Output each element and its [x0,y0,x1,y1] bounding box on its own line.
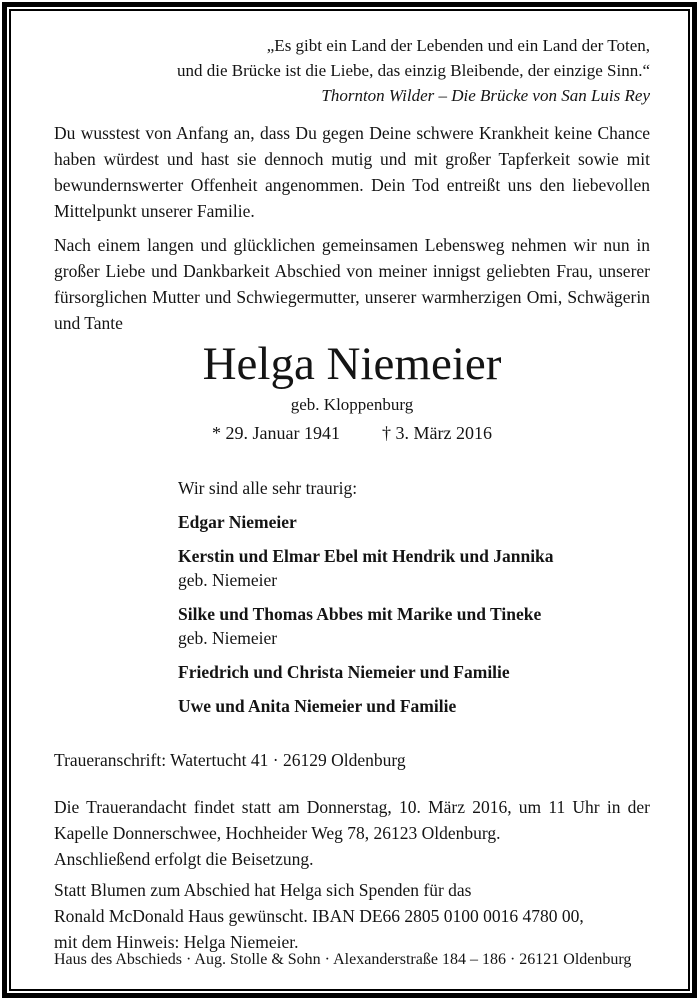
mourner-name: Edgar Niemeier [178,512,297,532]
mourner-entry [178,544,650,592]
mourner-name: Kerstin und Elmar Ebel mit Hendrik und Jannika [178,546,554,566]
obituary-content [11,11,688,989]
mourners-intro: Wir sind alle sehr traurig: [178,478,358,498]
donation-line: mit dem Hinweis: Helga Niemeier. [54,932,299,952]
mourner-entry [178,602,650,650]
condolence-address: Traueranschrift: Watertucht 41 · 26129 Oldenburg [54,750,406,770]
burial-note: Anschließend erfolgt die Beisetzung. [54,849,314,869]
death-date: † 3. März 2016 [382,423,492,443]
intro-paragraph: Nach einem langen und glücklichen gemeinsamen Lebensweg nehmen wir nun in großer Liebe und Dankbarkeit Abschied von meiner innigst geliebten Frau, unserer fürsorglichen Mutter und Schwiegermutter, unserer warmherzigen Omi, Schwägerin und Tante [54,235,650,333]
epigraph-attribution: Thornton Wilder – Die Brücke von San Luis Rey [321,86,650,105]
funeral-home-line: Haus des Abschieds · Aug. Stolle & Sohn · Alexanderstraße 184 – 186 · 26121 Oldenburg [54,951,632,968]
mourners-list [178,476,650,718]
intro-paragraph: Du wusstest von Anfang an, dass Du gegen Deine schwere Krankheit keine Chance haben würdest und hast sie dennoch mutig und mit großer Tapferkeit sowie mit bewundernswerter Offenheit angenommen. Dein Tod entreißt uns den liebevollen Mittelpunkt unserer Familie. [54,123,650,221]
outer-border-frame [2,2,697,998]
mourner-entry [178,510,650,534]
mourner-suffix: geb. Niemeier [178,570,278,590]
life-dates [54,422,650,444]
inner-border-frame [9,9,690,991]
deceased-maiden-name: geb. Kloppenburg [290,395,414,414]
service-info [54,794,650,872]
birth-date: * 29. Januar 1941 [212,423,340,443]
epigraph-line: „Es gibt ein Land der Lebenden und ein Land der Toten, [266,36,650,55]
epigraph-line: und die Brücke ist die Liebe, das einzig Bleibende, der einzige Sinn.“ [176,61,650,80]
deceased-name: Helga Niemeier [202,338,502,390]
donation-line: Statt Blumen zum Abschied hat Helga sich Spenden für das [54,880,472,900]
donation-line: Ronald McDonald Haus gewünscht. IBAN DE66 2805 0100 0016 4780 00, [54,906,584,926]
mourner-entry [178,694,650,718]
donation-request [54,877,650,955]
epigraph-quote [54,33,650,108]
mourner-name: Uwe und Anita Niemeier und Familie [178,696,457,716]
mourner-suffix: geb. Niemeier [178,628,278,648]
mourner-entry [178,660,650,684]
mourner-name: Friedrich und Christa Niemeier und Familie [178,662,510,682]
mourner-name: Silke und Thomas Abbes mit Marike und Tineke [178,604,542,624]
service-announcement: Die Trauerandacht findet statt am Donnerstag, 10. März 2016, um 11 Uhr in der Kapelle Donnerschwee, Hochheider Weg 78, 26123 Oldenburg. [54,797,650,843]
